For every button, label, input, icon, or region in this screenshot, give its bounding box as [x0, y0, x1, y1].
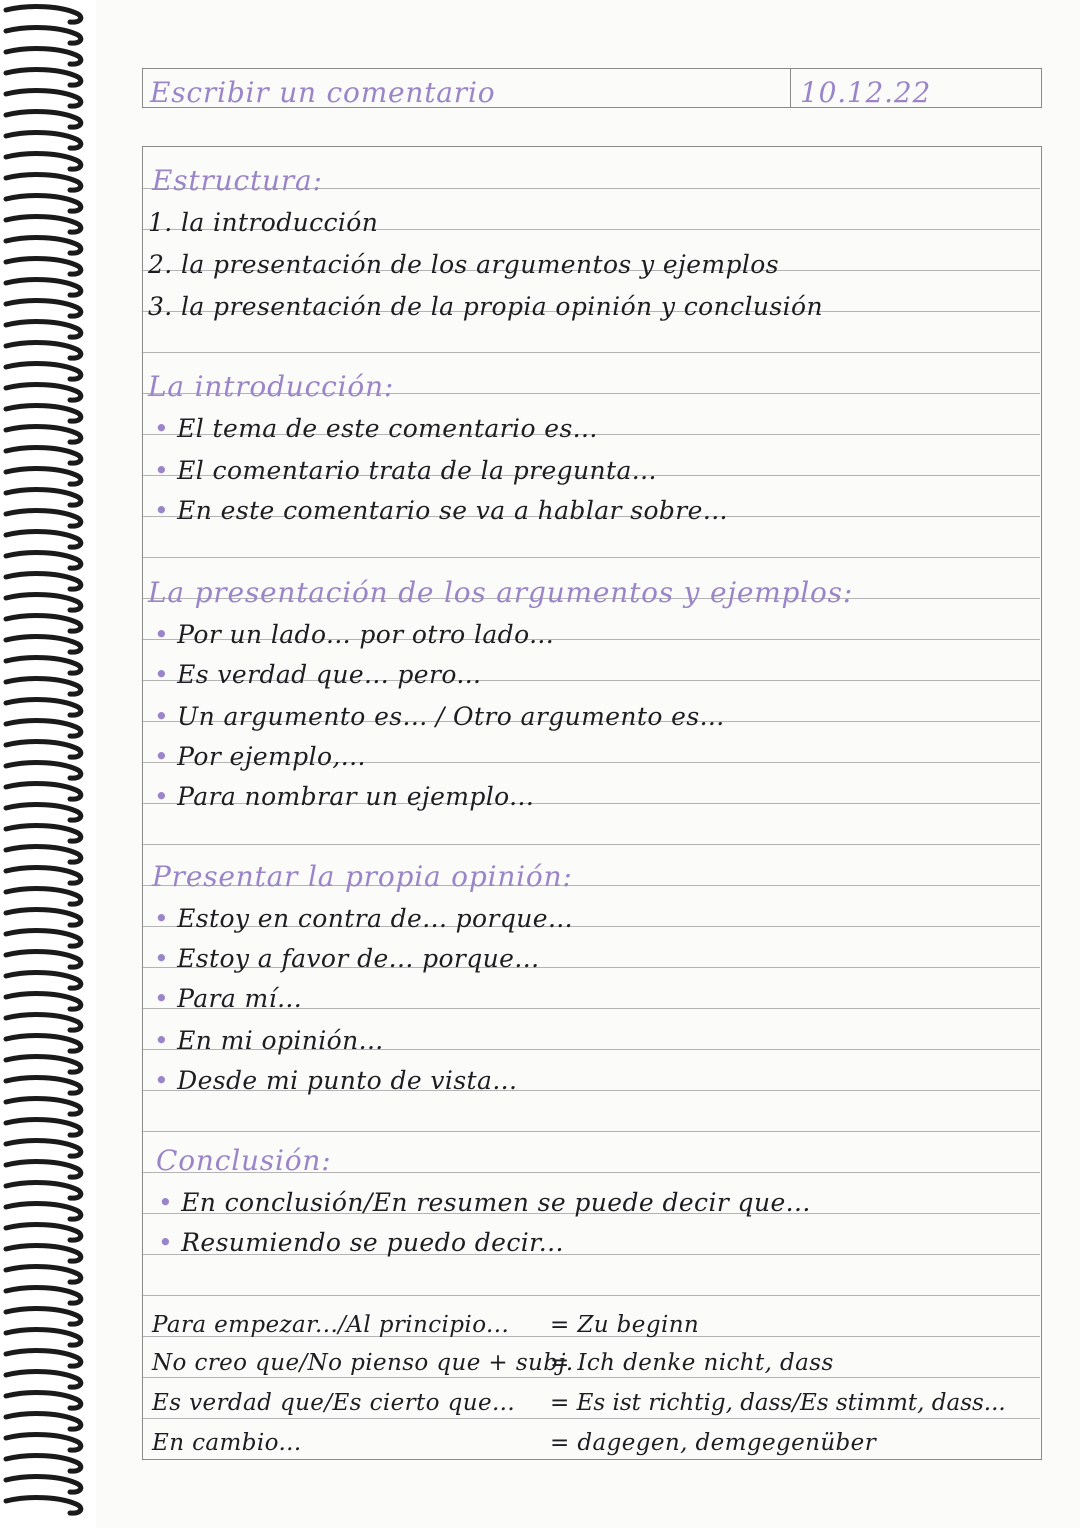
- spiral-coil: [6, 763, 81, 779]
- structure-item-1: 1. la introducción: [148, 208, 379, 237]
- spiral-coil: [6, 532, 81, 548]
- conclusion-item-1-text: En conclusión/En resumen se puede decir que...: [181, 1188, 811, 1217]
- spiral-coil: [6, 868, 81, 884]
- spiral-coil: [6, 1498, 81, 1514]
- spiral-coil: [6, 28, 81, 44]
- conclusion-heading: Conclusión:: [156, 1144, 332, 1177]
- vocab-row-1-de: = Zu beginn: [550, 1312, 700, 1338]
- intro-item-3: • En este comentario se va a hablar sobre...: [154, 496, 728, 525]
- ruled-line: [143, 352, 1040, 353]
- spiral-coil: [6, 847, 81, 863]
- spiral-coil: [6, 133, 81, 149]
- spiral-coil: [6, 385, 81, 401]
- vocab-row-4-es: En cambio...: [152, 1430, 302, 1456]
- spiral-coil: [6, 259, 81, 275]
- spiral-coil: [6, 1288, 81, 1304]
- opinion-item-3: • Para mí...: [154, 984, 303, 1013]
- opinion-item-3-text: Para mí...: [177, 984, 303, 1013]
- spiral-coil: [6, 742, 81, 758]
- spiral-coil: [6, 427, 81, 443]
- spiral-coil: [6, 469, 81, 485]
- spiral-coil: [6, 784, 81, 800]
- spiral-coil: [6, 616, 81, 632]
- structure-item-3: 3. la presentación de la propia opinión y conclusión: [148, 292, 823, 321]
- arguments-item-2: • Es verdad que... pero...: [154, 660, 482, 689]
- ruled-line: [143, 1295, 1040, 1296]
- intro-item-2: • El comentario trata de la pregunta...: [154, 456, 657, 485]
- arguments-item-1: • Por un lado... por otro lado...: [154, 620, 555, 649]
- spiral-coil: [6, 1225, 81, 1241]
- spiral-coil: [6, 658, 81, 674]
- page-title: Escribir un comentario: [150, 76, 496, 109]
- spiral-coil: [6, 49, 81, 65]
- spiral-coil: [6, 994, 81, 1010]
- spiral-coil: [6, 1120, 81, 1136]
- spiral-coil: [6, 1414, 81, 1430]
- spiral-coil: [6, 574, 81, 590]
- spiral-coil: [6, 112, 81, 128]
- spiral-coil: [6, 1267, 81, 1283]
- opinion-item-5: • Desde mi punto de vista...: [154, 1066, 518, 1095]
- ruled-line: [143, 1131, 1040, 1132]
- intro-item-1: • El tema de este comentario es...: [154, 414, 598, 443]
- intro-item-2-text: El comentario trata de la pregunta...: [177, 456, 657, 485]
- spiral-coil: [6, 1057, 81, 1073]
- spiral-coil: [6, 196, 81, 212]
- spiral-coil: [6, 1435, 81, 1451]
- intro-item-1-text: El tema de este comentario es...: [177, 414, 598, 443]
- spiral-coil: [6, 931, 81, 947]
- opinion-item-4: • En mi opinión...: [154, 1026, 384, 1055]
- spiral-coil: [6, 1141, 81, 1157]
- spiral-coil: [6, 973, 81, 989]
- arguments-item-3-text: Un argumento es... / Otro argumento es...: [177, 702, 725, 731]
- opinion-item-1-text: Estoy en contra de... porque...: [177, 904, 573, 933]
- spiral-coil: [6, 1393, 81, 1409]
- arguments-item-1-text: Por un lado... por otro lado...: [177, 620, 555, 649]
- vocab-row-1-es: Para empezar.../Al principio...: [152, 1312, 510, 1338]
- spiral-coil: [6, 1036, 81, 1052]
- arguments-heading: La presentación de los argumentos y ejemplos:: [148, 576, 854, 609]
- header-divider: [790, 68, 791, 108]
- vocab-row-2-de: = Ich denke nicht, dass: [550, 1350, 834, 1376]
- opinion-item-4-text: En mi opinión...: [177, 1026, 384, 1055]
- spiral-coil: [6, 364, 81, 380]
- arguments-item-4: • Por ejemplo,...: [154, 742, 366, 771]
- spiral-coil: [6, 343, 81, 359]
- spiral-coil: [6, 7, 81, 23]
- ruled-line: [143, 557, 1040, 558]
- spiral-coil: [6, 511, 81, 527]
- opinion-item-1: • Estoy en contra de... porque...: [154, 904, 573, 933]
- conclusion-item-1: • En conclusión/En resumen se puede decir que...: [158, 1188, 811, 1217]
- spiral-coil: [6, 1477, 81, 1493]
- spiral-coil: [6, 91, 81, 107]
- spiral-coil: [6, 322, 81, 338]
- arguments-item-5: • Para nombrar un ejemplo...: [154, 782, 535, 811]
- opinion-item-2-text: Estoy a favor de... porque...: [177, 944, 540, 973]
- spiral-coil: [6, 406, 81, 422]
- spiral-coil: [6, 1015, 81, 1031]
- spiral-coil: [6, 952, 81, 968]
- arguments-item-4-text: Por ejemplo,...: [177, 742, 366, 771]
- arguments-item-5-text: Para nombrar un ejemplo...: [177, 782, 535, 811]
- intro-item-3-text: En este comentario se va a hablar sobre...: [177, 496, 728, 525]
- spiral-coil: [6, 1330, 81, 1346]
- conclusion-item-2: • Resumiendo se puedo decir...: [158, 1228, 564, 1257]
- vocab-row-3-de: = Es ist richtig, dass/Es stimmt, dass...: [550, 1390, 1006, 1416]
- spiral-coil: [6, 595, 81, 611]
- spiral-coil: [6, 490, 81, 506]
- vocab-row-2-es: No creo que/No pienso que + subj.: [152, 1350, 574, 1376]
- spiral-coil: [6, 1351, 81, 1367]
- spiral-coil: [6, 1162, 81, 1178]
- arguments-item-2-text: Es verdad que... pero...: [177, 660, 482, 689]
- page-date: 10.12.22: [800, 76, 932, 109]
- spiral-coil: [6, 1204, 81, 1220]
- spiral-coil: [6, 679, 81, 695]
- spiral-coils: [0, 0, 96, 1528]
- vocab-row-4-de: = dagegen, demgegenüber: [550, 1430, 877, 1456]
- spiral-coil: [6, 1078, 81, 1094]
- opinion-item-2: • Estoy a favor de... porque...: [154, 944, 540, 973]
- spiral-coil: [6, 217, 81, 233]
- spiral-coil: [6, 1309, 81, 1325]
- spiral-coil: [6, 301, 81, 317]
- conclusion-item-2-text: Resumiendo se puedo decir...: [181, 1228, 564, 1257]
- spiral-coil: [6, 700, 81, 716]
- ruled-line: [143, 1418, 1040, 1419]
- spiral-coil: [6, 154, 81, 170]
- ruled-line: [143, 844, 1040, 845]
- vocab-row-3-es: Es verdad que/Es cierto que...: [152, 1390, 516, 1416]
- spiral-coil: [6, 910, 81, 926]
- spiral-coil: [6, 448, 81, 464]
- opinion-heading: Presentar la propia opinión:: [152, 860, 573, 893]
- spiral-coil: [6, 1456, 81, 1472]
- spiral-coil: [6, 553, 81, 569]
- notebook-page: [96, 0, 1080, 1528]
- spiral-coil: [6, 889, 81, 905]
- spiral-coil: [6, 175, 81, 191]
- spiral-coil: [6, 70, 81, 86]
- spiral-coil: [6, 238, 81, 254]
- spiral-coil: [6, 637, 81, 653]
- spiral-coil: [6, 826, 81, 842]
- spiral-coil: [6, 1372, 81, 1388]
- structure-item-2: 2. la presentación de los argumentos y ejemplos: [148, 250, 779, 279]
- spiral-coil: [6, 1099, 81, 1115]
- arguments-item-3: • Un argumento es... / Otro argumento es...: [154, 702, 725, 731]
- opinion-item-5-text: Desde mi punto de vista...: [177, 1066, 518, 1095]
- spiral-coil: [6, 280, 81, 296]
- intro-heading: La introducción:: [148, 370, 395, 403]
- spiral-coil: [6, 805, 81, 821]
- spiral-coil: [6, 721, 81, 737]
- spiral-coil: [6, 1183, 81, 1199]
- spiral-binding: [0, 0, 96, 1528]
- structure-heading: Estructura:: [152, 164, 323, 197]
- spiral-coil: [6, 1246, 81, 1262]
